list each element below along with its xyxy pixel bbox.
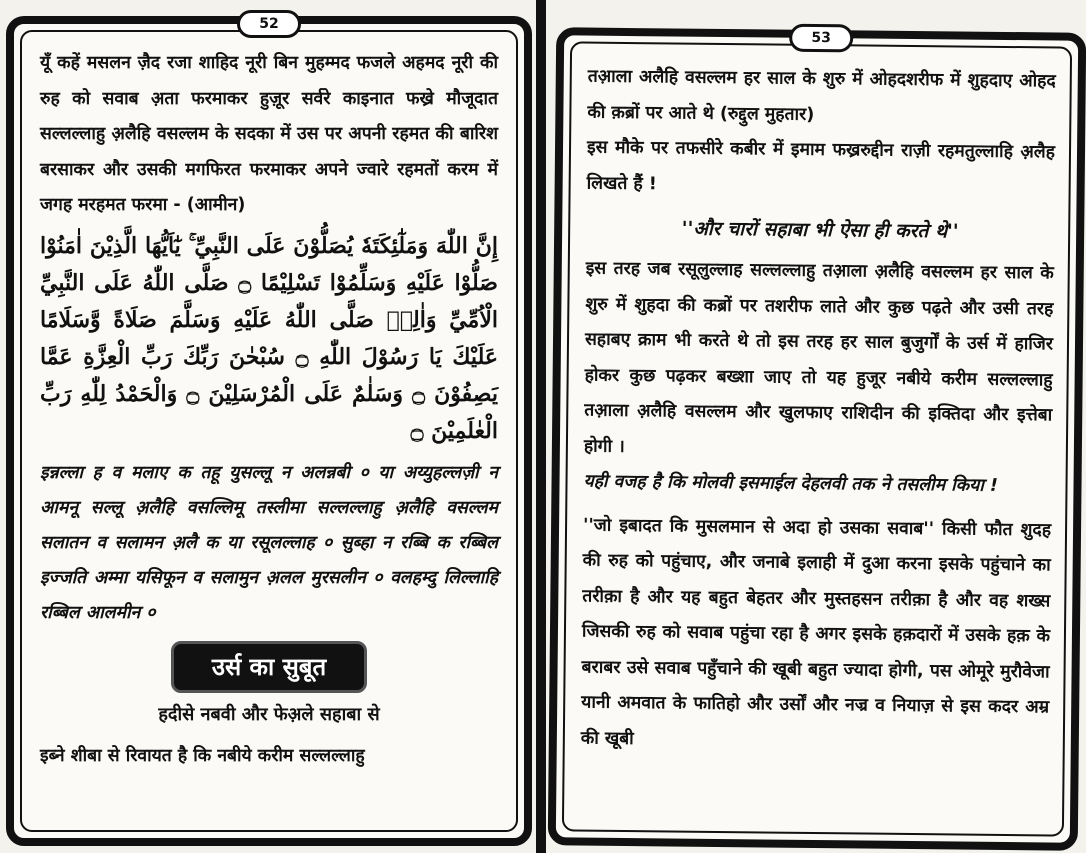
page-right bbox=[548, 27, 1086, 851]
quote-heading: ''और चारों सहाबा भी ऐसा ही करते थे'' bbox=[681, 217, 959, 243]
paragraph-1: तआ़ला अलैहि वसल्लम हर साल के शुरु में ओहदशरीफ में शुहदाए ओहद की क़ब्रों पर आते थे (रुद्दुल मुहतार) bbox=[587, 66, 1056, 125]
book-spine bbox=[536, 0, 546, 853]
paragraph-2: इस मौके पर तफसीरे कबीर में इमाम फख्ररुद्दीन राज़ी रहमतुल्लाहि अ़लैह लिखते हैं ! bbox=[586, 137, 1056, 194]
page-left-content bbox=[20, 30, 518, 832]
page-right-content bbox=[562, 41, 1072, 836]
closing-line: इब्ने शीबा से रिवायत है कि नबीये करीम सल्लल्लाहु bbox=[40, 745, 365, 766]
section-subheading: हदीसे नबवी और फेअ़ले सहाबा से bbox=[158, 703, 380, 725]
page-number-right: 53 bbox=[789, 24, 853, 53]
page-left bbox=[6, 16, 532, 846]
section-heading: उर्स का सुबूत bbox=[171, 641, 367, 693]
arabic-verse: إِنَّ اللّٰهَ وَمَلٰٓئِكَتَهٗ يُصَلُّوْنَ عَلَى النَّبِيِّ ۚ يٰٓاَيُّهَا الَّذِيْنَ اٰمَنُوْا صَلُّوْا عَلَيْهِ وَسَلِّمُوْا تَسْلِيْمًا ۝ صَلَّى اللّٰهُ عَلَى النَّبِيِّ الْاُمِّيِّ وَاٰلِهٖ صَلَّى اللّٰهُ عَلَيْهِ وَسَلَّمَ صَلَاةً وَّسَلَامًا عَلَيْكَ يَا رَسُوْلَ اللّٰهِ ۝ سُبْحٰنَ رَبِّكَ رَبِّ الْعِزَّةِ عَمَّا يَصِفُوْنَ ۝ وَسَلٰمٌ عَلَى الْمُرْسَلِيْنَ ۝ وَالْحَمْدُ لِلّٰهِ رَبِّ الْعٰلَمِيْنَ ۝ bbox=[40, 232, 498, 444]
paragraph-3: इस तरह जब रसूलुल्लाह सल्लल्लाहु तआ़ला अ़लैहि वसल्लम हर साल के शुरु में शुहदा की कब्रों पर तशरीफ लाते और कुछ पढ़ते और उसी तरह सहाबए क्राम भी करते थे तो इस तरह हर साल बुजुर्गों के उर्स में हाजिर होकर कुछ पढ़कर बख्शा जाए तो यह हुजूर नबीये करीम सल्लल्लाहु तआ़ला अ़लैहि वसल्लम और खुलफाए राशिदीन की इक्तिदा और इत्तेबा होगी । bbox=[583, 258, 1054, 457]
intro-paragraph: यूँ कहें मसलन ज़ैद रजा शाहिद नूरी बिन मुहम्मद फजले अहमद नूरी की रुह को सवाब अ़ता फरमाकर हुज़ूर सर्वरे काइनात फख्रे मौजूदात सल्लल्लाहु अ़लैहि वसल्लम के सदका में उस पर अपनी रहमत की बारिश बरसाकर और उसकी मगफिरत फरमाकर अपने ज्वारे रहमतों करम में जगह मरहमत फरमा - (आमीन) bbox=[40, 53, 498, 215]
page-number-left: 52 bbox=[237, 10, 301, 38]
paragraph-5: ''जो इबादत कि मुसलमान से अदा हो उसका सवाब'' किसी फौत शुदह की रुह को पहुंचाए, और जनाबे इलाही में दुआ करना इसके पहुंचाने का तरीक़ा है और यह बहुत बेहतर और मुस्तहसन तरीक़ा है और वह शख्स जिसकी रुह को सवाब पहुंचा रहा है अगर इसके हक़दारों में उसके हक़ के बराबर उसे सवाब पहुँचाने की खूबी बहुत ज्यादा होगी, पस ओमूरे मुरौवेजा यानी अमवात के फातिहो और उर्सों और नज्र व नियाज़ से इस कदर अम्र की खूबी bbox=[580, 515, 1052, 749]
paragraph-4: यही वजह है कि मोलवी इसमाईल देहलवी तक ने तसलीम किया ! bbox=[583, 471, 999, 496]
transliteration-paragraph: इन्नल्ला ह व मलाए क तहू युसल्लू न अलन्नबी ० या अय्युहल्लज़ी न आमनू सल्लू अ़लैहि वसल्लिमू तस्लीमा सल्लल्लाहु अ़लैहि वसल्लम सलातन व सलामन अ़लै क या रसूलल्लाह ० सुब्हा न रब्बि क रब्बिल इज्जति अम्मा यसिफून व सलामुन अ़लल मुरसलीन ० वलहम्दु लिल्लाहि रब्बिल आलमीन ० bbox=[40, 462, 498, 623]
